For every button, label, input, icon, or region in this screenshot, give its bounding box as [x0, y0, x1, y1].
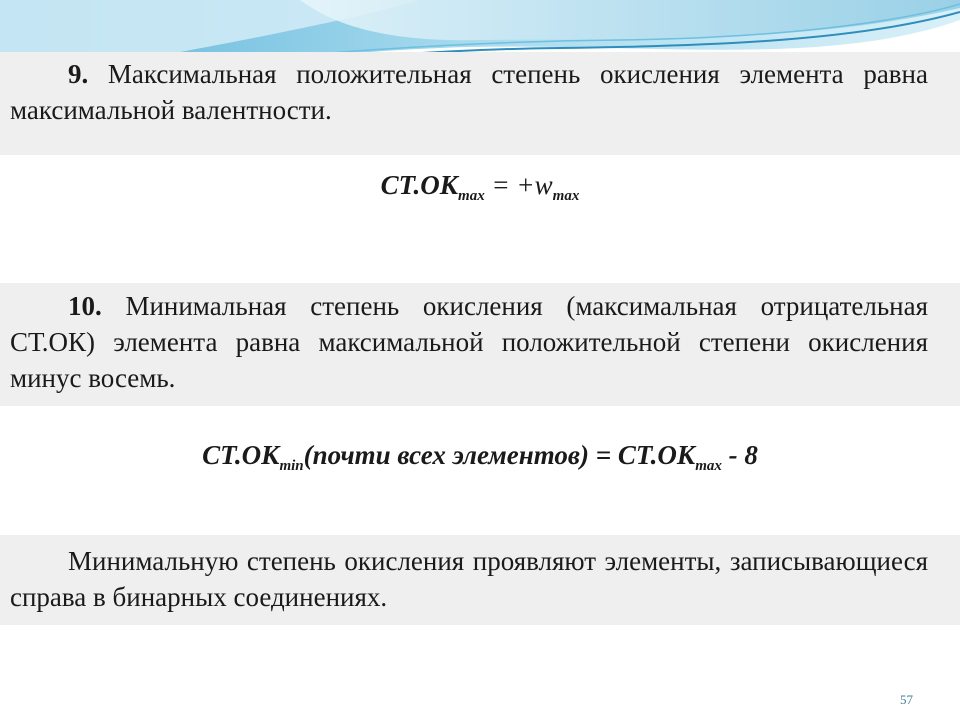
rule-9-number: 9. [68, 59, 89, 89]
formula-2-tail: - 8 [721, 440, 758, 470]
formula-1-mid: = +w [484, 170, 553, 200]
formula-2-mid: (почти всех элементов) = СТ.ОК [303, 440, 696, 470]
formula-1-rhs-sub: max [552, 188, 580, 204]
formula-1-lhs: СТ.ОК [380, 170, 459, 200]
formula-2-rhs-sub: max [695, 458, 722, 474]
rule-10-text: Минимальная степень окисления (максимальная отрицательная СТ.ОК) элемента равна максимальной положительной степени окисления минус восемь. [10, 291, 928, 393]
rule-10-paragraph [10, 288, 928, 396]
formula-2-lhs: СТ.ОК [202, 440, 280, 470]
rule-10-number: 10. [68, 291, 102, 321]
rule-9-text: Максимальная положительная степень окисления элемента равна максимальной валентности. [10, 59, 928, 125]
rule-9-paragraph [10, 56, 928, 128]
page-number: 57 [900, 692, 913, 707]
formula-max-oxidation [0, 170, 960, 205]
formula-2-lhs-sub: min [279, 458, 304, 474]
note-text: Минимальную степень окисления проявляют элементы, записывающиеся справа в бинарных соединениях. [10, 546, 928, 612]
note-paragraph [10, 543, 928, 615]
formula-min-oxidation [0, 440, 960, 475]
formula-1-lhs-sub: max [458, 188, 485, 204]
